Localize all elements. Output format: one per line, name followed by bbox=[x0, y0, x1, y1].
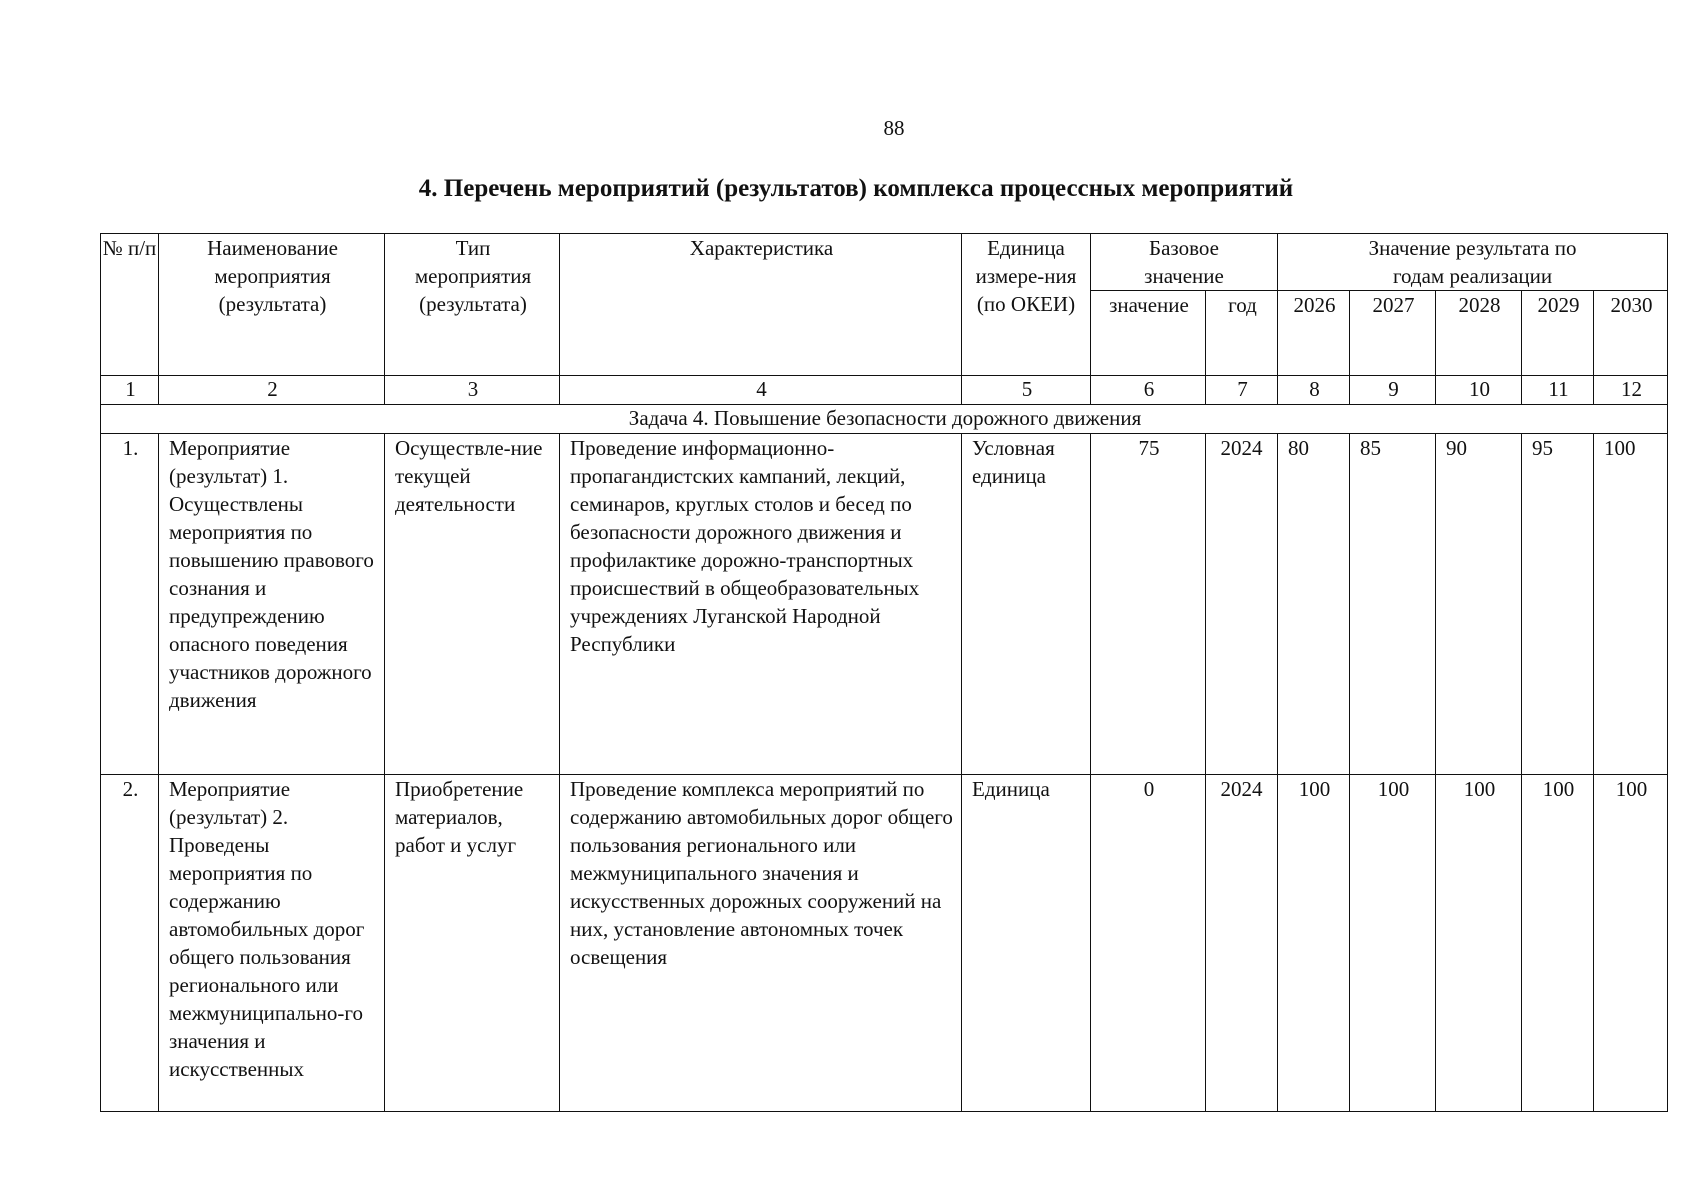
row-value-2027: 100 bbox=[1350, 775, 1436, 1112]
row-value-2027: 85 bbox=[1350, 434, 1436, 775]
header-base-value: значение bbox=[1091, 291, 1206, 376]
row-base-value: 75 bbox=[1091, 434, 1206, 775]
row-num: 2. bbox=[101, 775, 159, 1112]
row-value-2030: 100 bbox=[1594, 775, 1668, 1112]
row-num: 1. bbox=[101, 434, 159, 775]
row-value-2029: 95 bbox=[1522, 434, 1594, 775]
document-title: 4. Перечень мероприятий (результатов) комплекса процессных мероприятий bbox=[418, 175, 1294, 202]
header-year-2030: 2030 bbox=[1594, 291, 1668, 376]
column-number: 8 bbox=[1278, 376, 1350, 405]
column-number: 12 bbox=[1594, 376, 1668, 405]
row-unit: Единица bbox=[962, 775, 1091, 1112]
page-number: 88 bbox=[883, 116, 905, 140]
column-number: 6 bbox=[1091, 376, 1206, 405]
header-year-2026: 2026 bbox=[1278, 291, 1350, 376]
row-characteristic: Проведение информационно-пропагандистских кампаний, лекций, семинаров, круглых столов и бесед по безопасности дорожного движения и профилактике дорожно-транспортных происшествий в общеобразовательных учреждениях Луганской Народной Республики bbox=[560, 434, 962, 775]
row-characteristic: Проведение комплекса мероприятий по содержанию автомобильных дорог общего пользования регионального или межмуниципального значения и искусственных дорожных сооружений на них, установление автономных точек освещения bbox=[560, 775, 962, 1112]
column-number: 1 bbox=[101, 376, 159, 405]
row-name: Мероприятие (результат) 2. Проведены мероприятия по содержанию автомобильных дорог общего пользования регионального или межмуниципально-го значения и искусственных bbox=[159, 775, 385, 1112]
column-number: 10 bbox=[1436, 376, 1522, 405]
table-row bbox=[101, 775, 1668, 1112]
row-type: Приобретение материалов, работ и услуг bbox=[385, 775, 560, 1112]
row-base-year: 2024 bbox=[1206, 434, 1278, 775]
row-value-2030: 100 bbox=[1594, 434, 1668, 775]
row-base-value: 0 bbox=[1091, 775, 1206, 1112]
row-type: Осуществле-ние текущей деятельности bbox=[385, 434, 560, 775]
table-row bbox=[101, 434, 1668, 775]
header-base: Базовое значение bbox=[1091, 234, 1278, 291]
row-base-year: 2024 bbox=[1206, 775, 1278, 1112]
header-name: Наименование мероприятия (результата) bbox=[159, 234, 385, 376]
column-number: 7 bbox=[1206, 376, 1278, 405]
column-number: 11 bbox=[1522, 376, 1594, 405]
column-number: 4 bbox=[560, 376, 962, 405]
header-num: № п/п bbox=[101, 234, 159, 376]
column-number: 3 bbox=[385, 376, 560, 405]
header-year-2029: 2029 bbox=[1522, 291, 1594, 376]
row-unit: Условная единица bbox=[962, 434, 1091, 775]
task-title: Задача 4. Повышение безопасности дорожного движения bbox=[101, 405, 1668, 434]
header-unit: Единица измере-ния (по ОКЕИ) bbox=[962, 234, 1091, 376]
row-value-2028: 90 bbox=[1436, 434, 1522, 775]
header-type: Тип мероприятия (результата) bbox=[385, 234, 560, 376]
task-row bbox=[101, 405, 1668, 434]
row-value-2026: 100 bbox=[1278, 775, 1350, 1112]
row-name: Мероприятие (результат) 1. Осуществлены мероприятия по повышению правового сознания и предупреждению опасного поведения участников дорожного движения bbox=[159, 434, 385, 775]
column-number: 9 bbox=[1350, 376, 1436, 405]
header-year-2027: 2027 bbox=[1350, 291, 1436, 376]
row-value-2028: 100 bbox=[1436, 775, 1522, 1112]
row-value-2029: 100 bbox=[1522, 775, 1594, 1112]
measures-table bbox=[100, 233, 1668, 1112]
row-value-2026: 80 bbox=[1278, 434, 1350, 775]
header-characteristic: Характеристика bbox=[560, 234, 962, 376]
column-number: 5 bbox=[962, 376, 1091, 405]
header-result: Значение результата по годам реализации bbox=[1278, 234, 1668, 291]
header-year-2028: 2028 bbox=[1436, 291, 1522, 376]
column-number: 2 bbox=[159, 376, 385, 405]
header-base-year: год bbox=[1206, 291, 1278, 376]
column-number-row bbox=[101, 376, 1668, 405]
